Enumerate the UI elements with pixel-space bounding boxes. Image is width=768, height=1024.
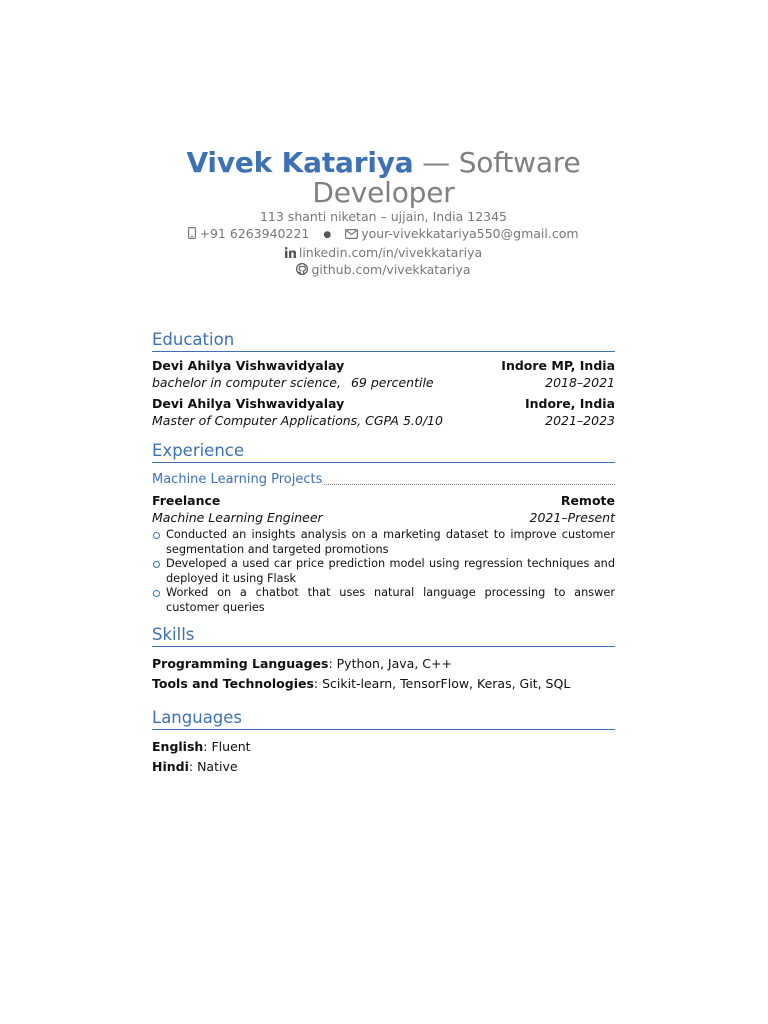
- language-name: English: [152, 739, 204, 754]
- linkedin-link[interactable]: linkedin.com/in/vivekkatariya: [298, 245, 483, 260]
- linkedin-icon: [285, 247, 296, 258]
- email-link[interactable]: your-vivekkatariya550@gmail.com: [361, 226, 579, 241]
- phone-number[interactable]: +91 6263940221: [199, 226, 310, 241]
- skill-category: Programming Languages: [152, 656, 329, 671]
- job-location: Remote: [560, 493, 615, 508]
- skill-row: [152, 674, 615, 694]
- envelope-icon: [345, 229, 358, 239]
- dotted-leader: [324, 471, 615, 485]
- education-section: [152, 330, 615, 429]
- skill-values: : Scikit-learn, TensorFlow, Keras, Git, SQL: [313, 676, 571, 691]
- list-item: Conducted an insights analysis on a marketing dataset to improve customer segmentation and targeted promotions: [152, 528, 615, 557]
- job-title: Machine Learning Engineer: [152, 510, 323, 525]
- candidate-name: Vivek Katariya: [186, 146, 414, 179]
- language-row: [152, 737, 615, 757]
- section-title-languages: Languages: [152, 708, 615, 730]
- languages-section: [152, 708, 615, 777]
- education-dates: 2018–2021: [545, 375, 615, 390]
- section-title-education: Education: [152, 330, 615, 352]
- skill-row: [152, 654, 615, 674]
- skill-category: Tools and Technologies: [152, 676, 314, 691]
- list-item: Developed a used car price prediction model using regression techniques and deployed it using Flask: [152, 557, 615, 586]
- page-title: [152, 148, 615, 208]
- linkedin-line: [152, 244, 615, 261]
- education-entry: [152, 395, 615, 429]
- score: 69 percentile: [350, 375, 434, 390]
- language-name: Hindi: [152, 759, 189, 774]
- separator-dot: ●: [323, 230, 332, 240]
- school-location: Indore MP, India: [501, 358, 615, 373]
- section-title-experience: Experience: [152, 441, 615, 463]
- experience-entry: [152, 492, 615, 615]
- resume-header: [152, 148, 615, 278]
- mobile-phone-icon: [188, 227, 196, 239]
- experience-section: [152, 441, 615, 615]
- candidate-role: Software Developer: [312, 146, 581, 209]
- company-name: Freelance: [152, 493, 221, 508]
- list-item: Worked on a chatbot that uses natural language processing to answer customer queries: [152, 586, 615, 615]
- github-link[interactable]: github.com/vivekkatariya: [311, 262, 471, 277]
- school-name: Devi Ahilya Vishwavidyalay: [152, 358, 345, 373]
- github-line: [152, 261, 615, 278]
- skills-section: [152, 625, 615, 694]
- phone-email-line: [152, 225, 615, 244]
- experience-group-heading: [152, 471, 615, 489]
- circle-bullet-icon: [153, 561, 160, 568]
- contact-block: [152, 208, 615, 278]
- school-location: Indore, India: [524, 396, 615, 411]
- language-level: : Native: [188, 759, 238, 774]
- circle-bullet-icon: [153, 532, 160, 539]
- language-level: : Fluent: [203, 739, 251, 754]
- circle-bullet-icon: [153, 590, 160, 597]
- address: 113 shanti niketan – ujjain, India 12345: [259, 209, 508, 224]
- language-row: [152, 757, 615, 777]
- degree: Master of Computer Applications, CGPA 5.0/10: [152, 413, 443, 428]
- school-name: Devi Ahilya Vishwavidyalay: [152, 396, 345, 411]
- education-dates: 2021–2023: [545, 413, 615, 428]
- job-dates: 2021–Present: [529, 510, 615, 525]
- skill-values: : Python, Java, C++: [328, 656, 452, 671]
- title-dash: —: [422, 146, 450, 179]
- experience-group-label: Machine Learning Projects: [152, 472, 323, 487]
- github-icon: [296, 263, 308, 275]
- section-title-skills: Skills: [152, 625, 615, 647]
- education-entry: [152, 357, 615, 391]
- achievement-list: [152, 528, 615, 615]
- degree: bachelor in computer science,: [152, 375, 341, 390]
